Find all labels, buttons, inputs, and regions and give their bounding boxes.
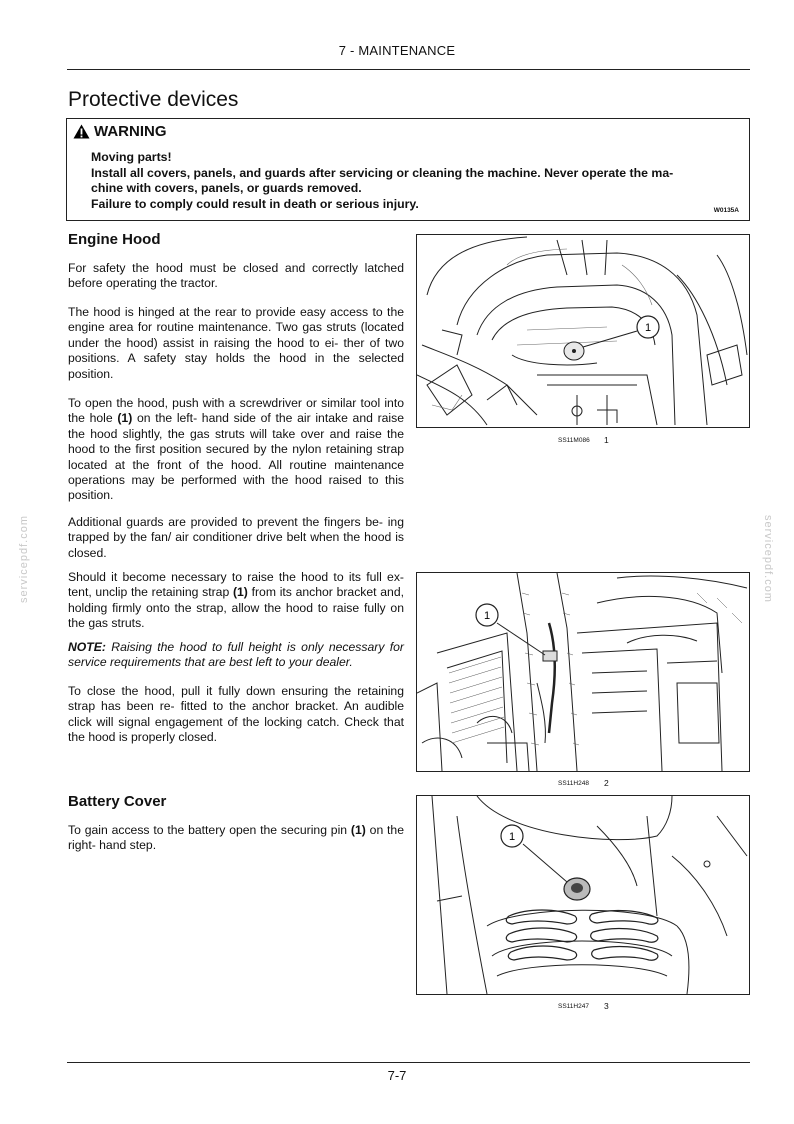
warning-triangle-icon [73,124,90,139]
engine-hood-note [68,640,404,671]
warning-text [91,150,741,212]
page-title: Protective devices [68,88,239,111]
warning-title [73,123,167,140]
text-run: To open the hood, push with a screwdriver or similar tool into the hole [68,396,404,426]
engine-hood-paragraph-6: To close the hood, pull it fully down ensuring the retaining strap has been re- fitted to the anchor bracket. An audible click will signal engagement of the locking catch. Check that the hood is properly closed. [68,684,404,745]
battery-cover-illustration [417,796,749,994]
watermark-right: servicepdf.com [762,515,774,603]
text-run: from its anchor bracket and, holding firmly onto the strap, allow the hood to raise fully on the gas struts. [68,585,404,631]
figure-1-number: 1 [604,435,609,445]
figure-3-number: 3 [604,1001,609,1011]
figure-2-retaining-strap [416,572,750,772]
note-text: Raising the hood to full height is only necessary for service requirements that are best left to your dealer. [68,640,404,670]
figure-2-number: 2 [604,778,609,788]
figure-reference: (1) [350,823,366,837]
callout-label: 1 [483,610,491,622]
callout-label: 1 [644,322,652,334]
callout-label: 1 [508,831,516,843]
section-heading-battery-cover: Battery Cover [68,793,167,810]
warning-line: Moving parts! [91,150,172,164]
note-label: NOTE: [68,640,106,654]
text-run: on the left- hand side of the air intake and raise the hood slightly, the gas struts will take over and raise the hood to the first position secured by the nylon retaining strap located at the front of the hood. All routine maintenance operations may be performed with the hood raised to this position. [68,411,404,503]
figure-1-code: SS11M086 [558,437,590,444]
watermark-left: servicepdf.com [18,515,30,603]
text-run: Should it become necessary to raise the hood to its full ex- tent, unclip the retaining strap [68,570,404,600]
warning-title-text: WARNING [94,123,167,140]
page-number: 7-7 [387,1068,407,1083]
engine-hood-illustration [417,235,749,427]
figure-1-engine-hood [416,234,750,428]
retaining-strap-illustration [417,573,749,771]
text-run: on the right- hand step. [68,823,404,853]
engine-hood-paragraph-5 [68,570,404,632]
engine-hood-paragraph-1: For safety the hood must be closed and correctly latched before operating the tractor. [68,261,404,291]
figure-3-battery-cover [416,795,750,995]
engine-hood-paragraph-2: The hood is hinged at the rear to provide easy access to the engine area for routine maintenance. Two gas struts (located under the hood) assist in raising the hood to ei- ther of two positions. A safety stay holds the hood in the selected position. [68,305,404,381]
engine-hood-paragraph-4: Additional guards are provided to prevent the fingers be- ing trapped by the fan/ air conditioner drive belt when the hood is closed. [68,515,404,560]
warning-line: Failure to comply could result in death or serious injury. [91,196,419,211]
figure-reference: (1) [232,585,248,600]
figure-3-code: SS11H247 [558,1003,589,1010]
warning-line: Install all covers, panels, and guards after servicing or cleaning the machine. Never operate the ma- [91,165,674,180]
header-rule [67,69,750,70]
warning-box [66,118,750,221]
running-header: 7 - MAINTENANCE [338,43,456,58]
warning-line: chine with covers, panels, or guards removed. [91,181,362,195]
figure-2-code: SS11H248 [558,780,589,787]
figure-reference: (1) [117,411,133,426]
warning-code: W0135A [713,207,739,214]
footer-rule [67,1062,750,1063]
engine-hood-paragraph-3 [68,396,404,504]
text-run: To gain access to the battery open the securing pin [68,823,351,837]
section-heading-engine-hood: Engine Hood [68,231,161,248]
battery-cover-paragraph-1 [68,823,404,854]
